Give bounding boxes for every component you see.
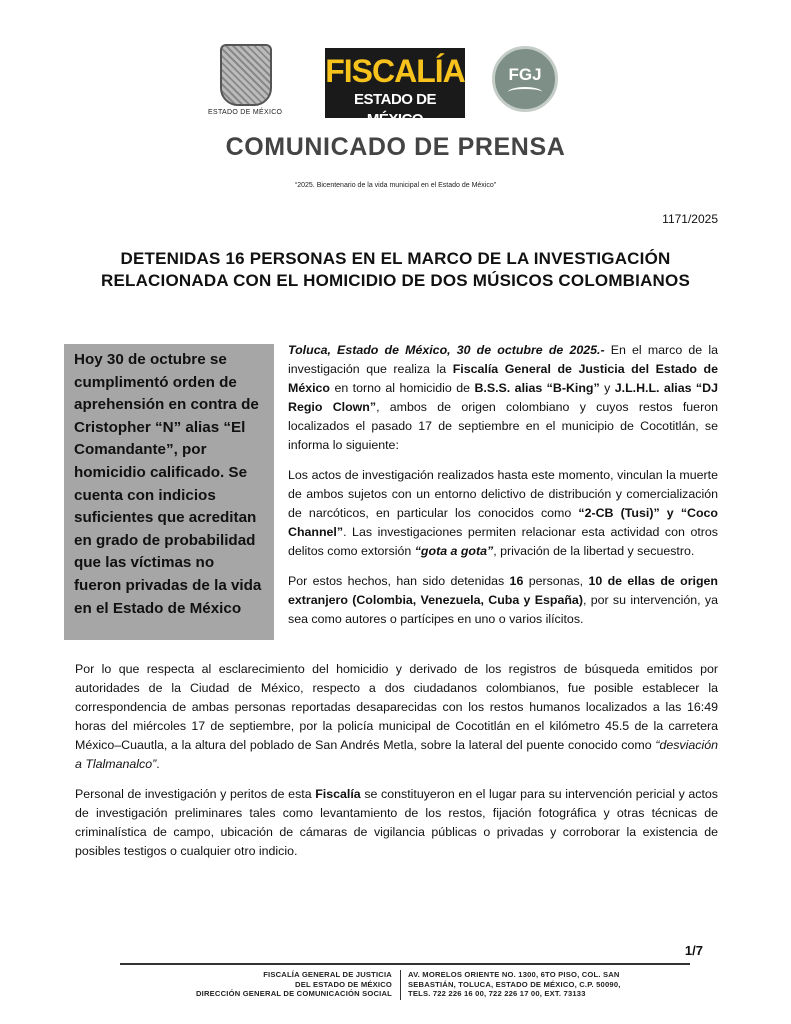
p3-text: Por estos hechos, han sido detenidas <box>288 574 510 588</box>
estado-de-mexico-logo <box>208 44 283 120</box>
fgj-seal-logo <box>492 46 558 112</box>
edomex-caption: ESTADO DE MÉXICO <box>208 109 283 116</box>
p5-text: Personal de investigación y peritos de esta <box>75 787 316 801</box>
paragraph-2 <box>288 466 718 561</box>
p5-bold: Fiscalía <box>315 787 361 801</box>
page-number: 1/7 <box>684 943 703 958</box>
p4-text: Por lo que respecta al esclarecimiento del homicidio y derivado de los registros de búsqueda emitidos por autoridades de la Ciudad de México, respecto a dos ciudadanos colombianos, fue posible establecer la correspondencia de ambas personas reportadas desaparecidas con los restos humanos localizados a las 16:49 horas del miércoles 17 de septiembre, por la policía municipal de Cocotitlán en el kilómetro 45.5 de la carretera México–Cuautla, a la altura del poblado de San Andrés Metla, sobre la lateral del puente conocido como <box>75 662 718 752</box>
p2-text: . Las investigaciones permiten relacionar esta actividad con otros delitos como extorsión <box>288 525 718 558</box>
highlight-callout: Hoy 30 de octubre se cumplimentó orden de aprehensión en contra de Cristopher “N” alias “El Comandante”, por homicidio calificado. Se cuenta con indicios suficientes que acreditan en grado de probabilidad que las víctimas no fueron privadas de la vida en el Estado de México <box>64 344 274 640</box>
fiscalia-logo-line2: ESTADO DE MÉXICO <box>354 91 436 128</box>
wings-icon <box>508 87 542 97</box>
fiscalia-logo-line1: FISCALÍA <box>325 53 465 89</box>
footer-divider-line <box>120 963 690 965</box>
footer-left-line: DIRECCIÓN GENERAL DE COMUNICACIÓN SOCIAL <box>195 989 392 999</box>
p1-text: y <box>599 381 615 395</box>
body-column <box>288 341 718 640</box>
body-full-width <box>75 660 718 872</box>
footer-left-line: DEL ESTADO DE MÉXICO <box>295 979 392 989</box>
paragraph-4 <box>75 660 718 774</box>
footer-right-line: TELS. 722 226 16 00, 722 226 17 00, EXT. 73133 <box>408 989 586 999</box>
footer-left-line: FISCALÍA GENERAL DE JUSTICIA <box>263 970 392 979</box>
p4-text: . <box>156 757 160 771</box>
p4-italic: “desviación a Tlalmanalco” <box>75 738 718 771</box>
paragraph-5 <box>75 785 718 861</box>
motto: “2025. Bicentenario de la vida municipal en el Estado de México” <box>294 182 497 189</box>
paragraph-3 <box>288 572 718 629</box>
p3-text: , por su intervención, ya sea como autores o partícipes en uno o varios ilícitos. <box>288 593 718 626</box>
footer-right-line: AV. MORELOS ORIENTE NO. 1300, 6TO PISO, COL. SAN <box>408 970 620 979</box>
headline: DETENIDAS 16 PERSONAS EN EL MARCO DE LA INVESTIGACIÓN RELACIONADA CON EL HOMICIDIO DE DOS MÚSICOS COLOMBIANOS <box>100 249 691 290</box>
document-number: 1171/2025 <box>662 212 718 226</box>
fgj-label: FGJ <box>508 65 542 84</box>
press-release-title: COMUNICADO DE PRENSA <box>225 133 566 161</box>
p5-text: se constituyeron en el lugar para su intervención pericial y actos de investigación preliminares tales como levantamiento de los restos, fijación fotográfica y otras técnicas de criminalística de campo, ubicación de cámaras de vigilancia públicas o privadas y corroborar la existencia de posibles testigos o cualquier otro indicio. <box>75 787 719 858</box>
p1-text: en torno al homicidio de <box>330 381 475 395</box>
p2-text: , privación de la libertad y secuestro. <box>493 544 695 558</box>
p1-bold: Fiscalía General de Justicia del Estado de México <box>288 362 718 395</box>
footer-address <box>408 970 668 999</box>
paragraph-1 <box>288 341 718 455</box>
p3-text: personas, <box>523 574 589 588</box>
p3-bold: 10 de ellas de origen extranjero (Colombia, Venezuela, Cuba y España) <box>288 574 718 607</box>
p1-text: En el marco de la investigación que realiza la <box>288 343 718 376</box>
footer-institution <box>120 970 392 999</box>
p1-text: , ambos de origen colombiano y cuyos restos fueron localizados el pasado 17 de septiembre en el municipio de Cocotitlán, se informa lo siguiente: <box>288 400 718 452</box>
p2-bold-italic: “gota a gota” <box>414 544 494 558</box>
fiscalia-logo <box>325 48 465 128</box>
footer-vertical-divider <box>400 970 401 1000</box>
p1-bold: B.S.S. alias “B-King” <box>474 381 600 395</box>
coat-of-arms-icon <box>220 44 272 106</box>
p3-bold: 16 <box>509 574 524 588</box>
dateline: Toluca, Estado de México, 30 de octubre de 2025.- <box>288 343 605 357</box>
p1-bold: J.L.H.L. alias “DJ Regio Clown” <box>288 381 718 414</box>
footer-right-line: SEBASTIÁN, TOLUCA, ESTADO DE MÉXICO, C.P. 50090, <box>408 979 621 989</box>
p2-bold: “2-CB (Tusi)” y “Coco Channel” <box>288 506 718 539</box>
p2-text: Los actos de investigación realizados hasta este momento, vinculan la muerte de ambos sujetos con un entorno delictivo de distribución y comercialización de narcóticos, en particular los conocidos como <box>288 468 718 520</box>
